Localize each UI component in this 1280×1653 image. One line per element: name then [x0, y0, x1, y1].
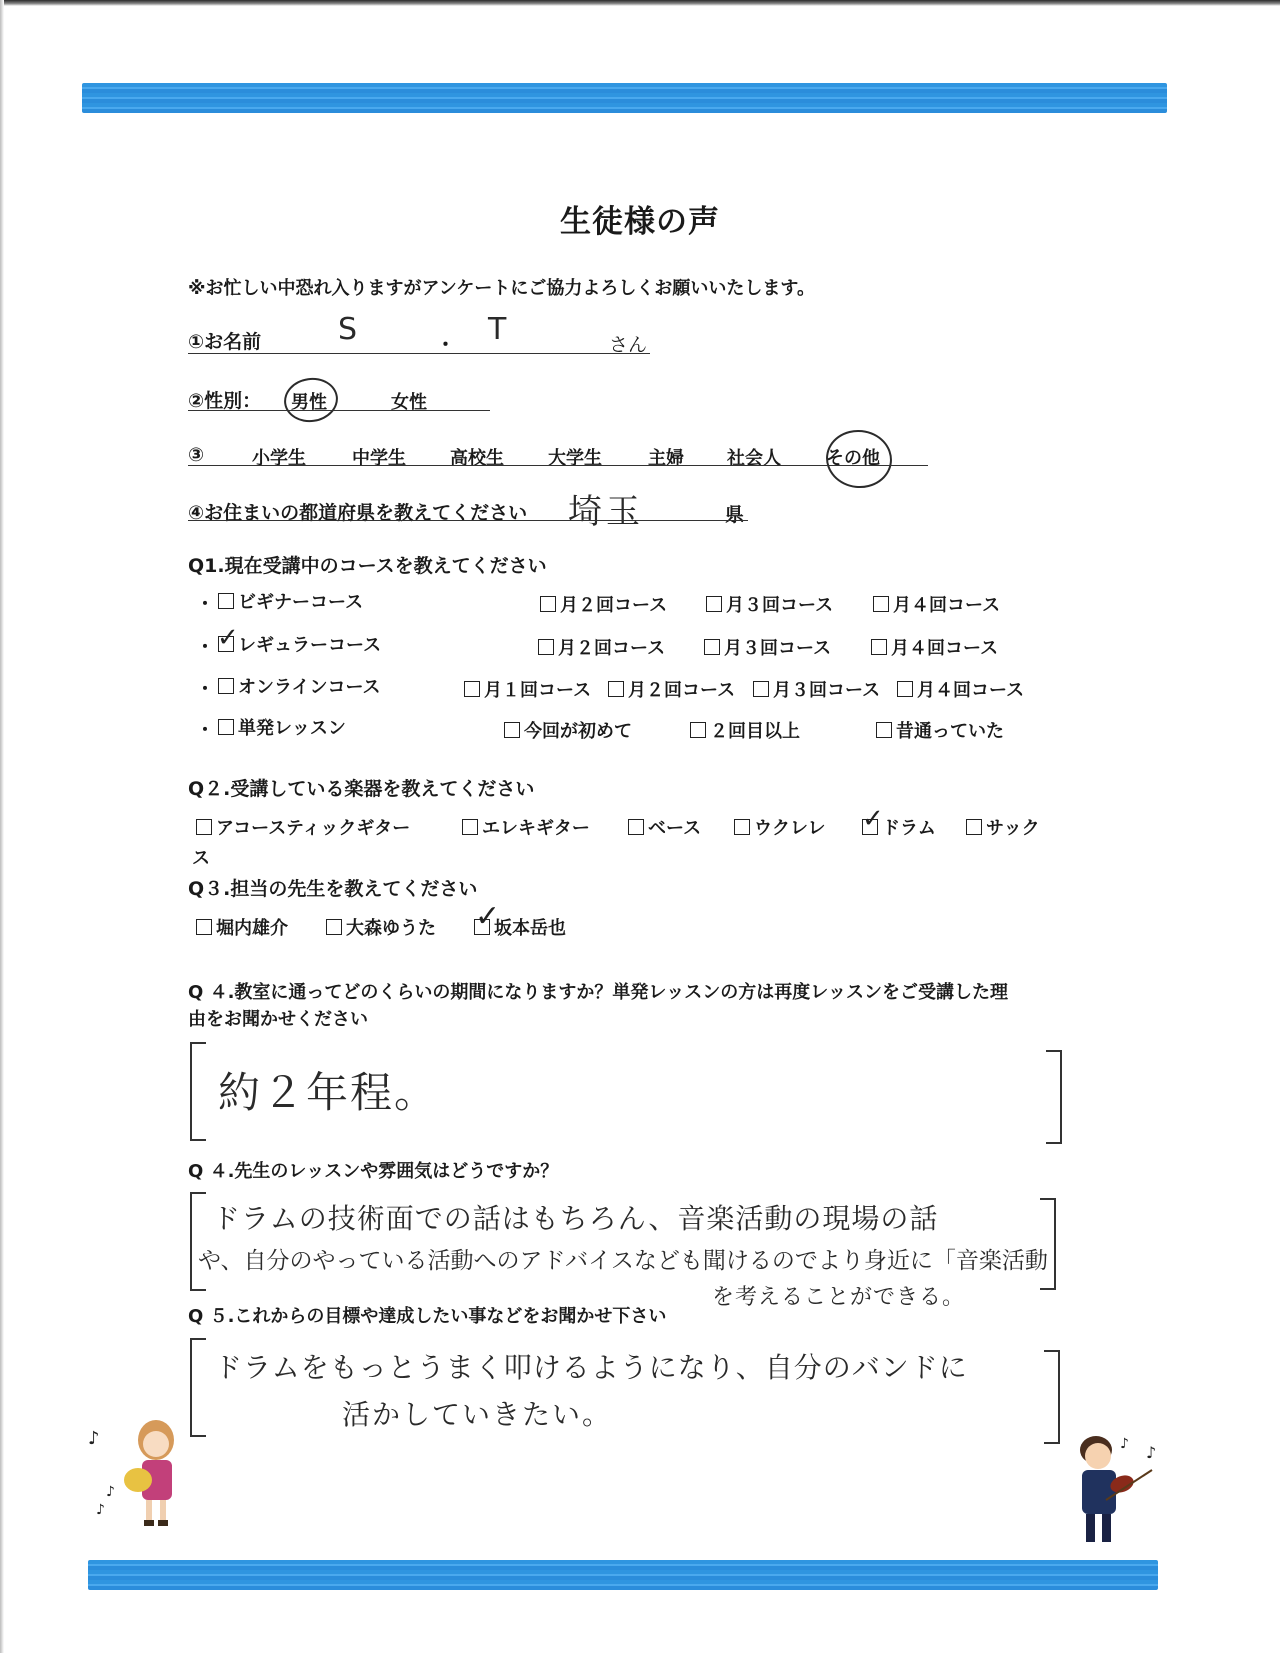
q5-answer-line1: ドラムをもっとうまく叩けるようになり、自分のバンドに	[214, 1351, 968, 1384]
instrument-electric-guitar[interactable]	[462, 814, 590, 840]
checkbox[interactable]	[218, 593, 234, 609]
survey-note: ※お忙しい中恐れ入りますがアンケートにご協力よろしくお願いいたします。	[188, 278, 815, 299]
gender-selected-circle	[281, 374, 341, 425]
instrument-label: ウクレレ	[754, 818, 826, 839]
scan-edge-left	[0, 0, 4, 1653]
checkbox[interactable]	[734, 819, 750, 835]
q4-period-heading-line2: 由をお聞かせください	[188, 1009, 368, 1030]
course-label: レギュラーコース	[238, 635, 382, 656]
option-label: 月２回コース	[560, 595, 668, 616]
music-note-icon: ♪	[96, 1502, 105, 1518]
checkbox[interactable]	[706, 596, 722, 612]
teacher-label: 大森ゆうた	[346, 918, 436, 939]
course-single[interactable]	[218, 714, 346, 740]
name-underline	[188, 353, 650, 354]
checkbox[interactable]	[704, 639, 720, 655]
checkbox[interactable]	[218, 719, 234, 735]
gender-option-female[interactable]: 女性	[391, 392, 427, 413]
q4-period-answer: 約２年程。	[218, 1068, 439, 1117]
checkbox[interactable]	[462, 819, 478, 835]
q1-bullet: ・	[196, 720, 214, 741]
course-online-once[interactable]	[464, 676, 591, 702]
man-face-icon	[1085, 1443, 1111, 1469]
man-suit-icon	[1082, 1470, 1116, 1514]
answer-bracket-right	[1044, 1350, 1060, 1444]
checkbox[interactable]	[326, 919, 342, 935]
checkbox-checked[interactable]	[862, 804, 884, 835]
course-online-twice[interactable]	[608, 676, 735, 702]
category-option-other[interactable]: その他	[826, 448, 880, 469]
option-label: 月３回コース	[726, 595, 834, 616]
checkbox[interactable]	[504, 722, 520, 738]
q1-bullet: ・	[196, 637, 214, 658]
girl-leg-icon	[160, 1500, 166, 1522]
course-online-three[interactable]	[753, 676, 880, 702]
course-label: オンラインコース	[238, 677, 381, 698]
gender-label: ②性別：	[188, 390, 262, 412]
q4-atmosphere-answer-line2: や、自分のやっている活動へのアドバイスなども聞けるのでより身近に「音楽活動	[198, 1248, 1048, 1274]
option-label: 月３回コース	[773, 680, 881, 701]
checkbox[interactable]	[628, 819, 644, 835]
check-mark-icon: ✓	[862, 804, 884, 834]
course-single-repeat[interactable]	[690, 717, 800, 743]
teacher-label: 堀内雄介	[216, 918, 288, 939]
name-suffix: さん	[609, 334, 648, 356]
checkbox-checked[interactable]	[217, 623, 239, 653]
category-underline	[188, 465, 928, 466]
checkbox-checked[interactable]	[474, 899, 501, 935]
course-single-first[interactable]	[504, 717, 632, 743]
course-regular-three[interactable]	[704, 634, 831, 660]
prefecture-label: ④お住まいの都道府県を教えてください	[188, 502, 528, 524]
checkbox[interactable]	[897, 681, 913, 697]
instrument-label: サック	[986, 818, 1040, 839]
music-note-icon: ♪	[1146, 1443, 1157, 1462]
teacher-label: 坂本岳也	[494, 918, 566, 939]
q4-atmosphere-answer-line1: ドラムの技術面での話はもちろん、音楽活動の現場の話	[212, 1202, 939, 1235]
q2-heading: Q２.受講している楽器を教えてください	[188, 778, 535, 800]
checkbox[interactable]	[871, 639, 887, 655]
gender-option-male[interactable]: 男性	[291, 392, 327, 413]
instrument-label: エレキギター	[482, 818, 590, 839]
girl-with-horn-illustration	[86, 1408, 196, 1530]
horn-icon	[124, 1468, 152, 1492]
category-label: ③	[188, 444, 205, 466]
instrument-ukulele[interactable]	[734, 814, 826, 840]
checkbox[interactable]	[966, 819, 982, 835]
option-label: 昔通っていた	[896, 721, 1004, 742]
check-mark-icon: ✓	[217, 623, 239, 653]
category-option-high-school[interactable]: 高校生	[450, 448, 504, 469]
course-regular-twice[interactable]	[538, 634, 665, 660]
q5-heading: Q ５.これからの目標や達成したい事などをお聞かせ下さい	[188, 1306, 667, 1327]
option-label: 月３回コース	[724, 638, 832, 659]
instrument-drums[interactable]	[862, 804, 936, 840]
option-label: 月２回コース	[628, 680, 736, 701]
music-note-icon: ♪	[88, 1428, 100, 1449]
checkbox[interactable]	[873, 596, 889, 612]
man-leg-icon	[1086, 1514, 1095, 1542]
category-option-housewife[interactable]: 主婦	[648, 448, 684, 469]
teacher-omori[interactable]	[326, 914, 436, 940]
top-blue-band	[82, 83, 1167, 113]
check-mark-icon: ✓	[475, 899, 501, 934]
q4-atmosphere-answer-line3: を考えることができる。	[712, 1285, 966, 1310]
q1-bullet: ・	[196, 679, 214, 700]
q1-heading: Q1.現在受講中のコースを教えてください	[188, 555, 547, 577]
music-note-icon: ♪	[1120, 1436, 1129, 1452]
instrument-acoustic-guitar[interactable]	[196, 814, 410, 840]
name-label: ①お名前	[188, 331, 262, 353]
name-value-initial-1: S	[338, 312, 358, 347]
course-label: ビギナーコース	[238, 592, 364, 613]
instrument-bass[interactable]	[628, 814, 701, 840]
prefecture-value: 埼玉	[568, 492, 644, 532]
course-beginner-twice[interactable]	[540, 591, 667, 617]
course-regular-four[interactable]	[871, 634, 998, 660]
answer-bracket-right	[1046, 1050, 1062, 1144]
bottom-blue-band	[88, 1560, 1158, 1590]
page-title: 生徒様の声	[560, 204, 720, 240]
teacher-horiuchi[interactable]	[196, 914, 288, 940]
course-online[interactable]	[218, 673, 381, 699]
option-label: ２回目以上	[710, 721, 800, 742]
scan-edge-top	[0, 0, 1280, 6]
option-label: 月２回コース	[558, 638, 666, 659]
course-beginner-three[interactable]	[706, 591, 833, 617]
name-dot: ・	[436, 334, 456, 356]
answer-bracket-left	[190, 1042, 206, 1141]
category-option-working[interactable]: 社会人	[727, 448, 781, 469]
girl-face-icon	[143, 1431, 169, 1457]
checkbox[interactable]	[196, 819, 212, 835]
course-online-four[interactable]	[897, 676, 1024, 702]
option-label: 今回が初めて	[524, 721, 632, 742]
q1-bullet: ・	[196, 594, 214, 615]
prefecture-suffix: 県	[725, 504, 745, 526]
q4-period-heading-line1: Q ４.教室に通ってどのくらいの期間になりますか？単発レッスンの方は再度レッスンをご受講した理	[188, 982, 1009, 1003]
checkbox[interactable]	[690, 722, 706, 738]
checkbox[interactable]	[196, 919, 212, 935]
checkbox[interactable]	[538, 639, 554, 655]
course-beginner[interactable]	[218, 588, 363, 614]
music-note-icon: ♪	[106, 1484, 115, 1500]
q5-answer-line2: 活かしていきたい。	[342, 1398, 613, 1431]
option-label: 月４回コース	[917, 680, 1025, 701]
girl-shoe-icon	[158, 1520, 168, 1526]
checkbox[interactable]	[608, 681, 624, 697]
option-label: 月４回コース	[891, 638, 999, 659]
option-label: 月４回コース	[893, 595, 1001, 616]
instrument-label: ドラム	[882, 818, 936, 839]
checkbox[interactable]	[540, 596, 556, 612]
instrument-sax[interactable]	[966, 814, 1040, 840]
checkbox[interactable]	[218, 678, 234, 694]
category-option-elementary[interactable]: 小学生	[252, 448, 306, 469]
instrument-sax-wrap: ス	[192, 848, 210, 869]
course-label: 単発レッスン	[238, 718, 346, 739]
man-leg-icon	[1102, 1514, 1111, 1542]
checkbox[interactable]	[876, 722, 892, 738]
instrument-label: アコースティックギター	[216, 818, 411, 839]
gender-underline	[188, 410, 490, 411]
q3-heading: Q３.担当の先生を教えてください	[188, 878, 478, 900]
girl-shoe-icon	[144, 1520, 154, 1526]
course-beginner-four[interactable]	[873, 591, 1000, 617]
category-option-junior-high[interactable]: 中学生	[352, 448, 406, 469]
checkbox[interactable]	[464, 681, 480, 697]
man-with-violin-illustration	[1062, 1430, 1172, 1552]
category-selected-circle	[823, 427, 895, 492]
category-option-university[interactable]: 大学生	[548, 448, 602, 469]
checkbox[interactable]	[753, 681, 769, 697]
name-value-initial-2: T	[488, 312, 507, 347]
teacher-sakamoto[interactable]	[474, 899, 566, 940]
course-single-past[interactable]	[876, 717, 1004, 743]
q4-atmosphere-heading: Q ４.先生のレッスンや雰囲気はどうですか？	[188, 1161, 559, 1182]
prefecture-underline	[188, 520, 748, 521]
girl-leg-icon	[146, 1500, 152, 1522]
option-label: 月１回コース	[484, 680, 592, 701]
instrument-label: ベース	[648, 818, 702, 839]
course-regular[interactable]	[217, 623, 382, 657]
